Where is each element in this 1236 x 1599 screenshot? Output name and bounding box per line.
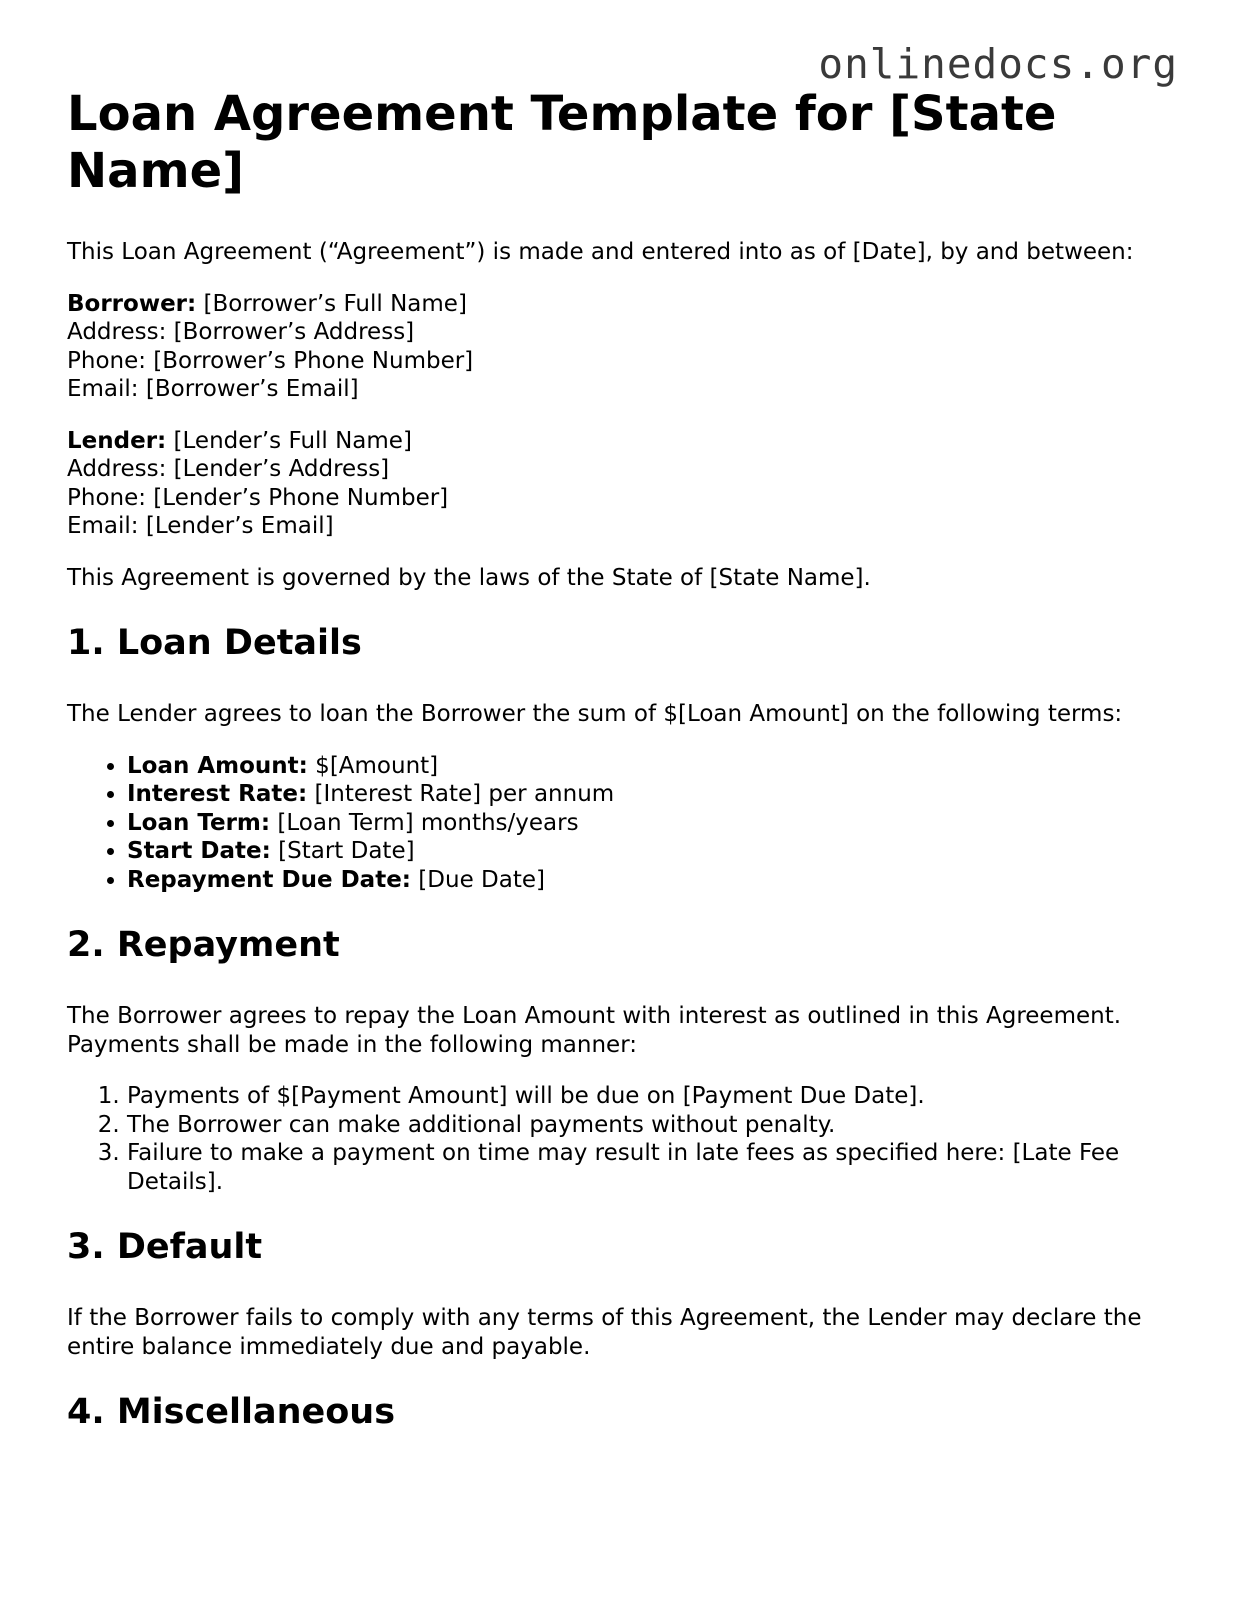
- governing-law-paragraph: This Agreement is governed by the laws of the State of [State Name].: [67, 564, 871, 591]
- term-value: $[Amount]: [307, 752, 439, 779]
- lender-name: [Lender’s Full Name]: [166, 427, 412, 454]
- repayment-list: [67, 1082, 1177, 1196]
- list-item: [127, 752, 1177, 781]
- borrower-name-line: [67, 290, 1177, 319]
- term-label: Start Date:: [127, 838, 271, 864]
- section-heading-default: 3. Default: [67, 1227, 263, 1267]
- list-item: [127, 866, 1177, 895]
- lender-address: Address: [Lender’s Address]: [67, 456, 390, 482]
- term-label: Repayment Due Date:: [127, 866, 411, 893]
- loan-terms-list: [67, 752, 1177, 895]
- borrower-label: Borrower:: [67, 290, 197, 317]
- intro-paragraph: This Loan Agreement (“Agreement”) is made and entered into as of [Date], by and between:: [67, 239, 1134, 265]
- section-heading-loan-details: 1. Loan Details: [67, 623, 362, 663]
- repayment-paragraph: The Borrower agrees to repay the Loan Amount with interest as outlined in this Agreement. Payments shall be made in the following manner:: [67, 1003, 1122, 1058]
- lender-name-line: [67, 427, 1177, 456]
- term-value: [Start Date]: [270, 838, 415, 864]
- term-label: Interest Rate:: [127, 781, 308, 807]
- watermark: onlinedocs.org: [818, 40, 1178, 88]
- list-item: 3. Failure to make a payment on time may result in late fees as specified here: [Late Fee Details].: [127, 1139, 1177, 1196]
- section-heading-repayment: 2. Repayment: [67, 925, 340, 965]
- term-value: [Loan Term] months/years: [270, 809, 579, 836]
- term-label: Loan Term:: [127, 809, 271, 836]
- list-item: [127, 837, 1177, 866]
- document-page: [67, 86, 1177, 1433]
- term-value: [Due Date]: [411, 866, 545, 893]
- loan-details-paragraph: The Lender agrees to loan the Borrower the sum of $[Loan Amount] on the following terms:: [67, 701, 1123, 727]
- list-item: 1. Payments of $[Payment Amount] will be due on [Payment Due Date].: [127, 1082, 1177, 1111]
- borrower-phone: Phone: [Borrower’s Phone Number]: [67, 347, 474, 374]
- document-title: Loan Agreement Template for [State Name]: [67, 86, 1057, 199]
- term-label: Loan Amount:: [127, 752, 308, 779]
- borrower-email: Email: [Borrower’s Email]: [67, 376, 359, 402]
- borrower-block: [67, 290, 1177, 404]
- list-item: [127, 780, 1177, 809]
- lender-label: Lender:: [67, 427, 167, 454]
- list-item: 2. The Borrower can make additional payments without penalty.: [127, 1111, 1177, 1140]
- lender-email: Email: [Lender’s Email]: [67, 513, 334, 539]
- borrower-address: Address: [Borrower’s Address]: [67, 319, 415, 345]
- section-heading-miscellaneous: 4. Miscellaneous: [67, 1392, 396, 1432]
- borrower-name: [Borrower’s Full Name]: [196, 290, 467, 317]
- default-paragraph: If the Borrower fails to comply with any terms of this Agreement, the Lender may declare the entire balance immediately due and payable.: [67, 1305, 1142, 1360]
- lender-block: [67, 427, 1177, 541]
- lender-phone: Phone: [Lender’s Phone Number]: [67, 484, 449, 511]
- term-value: [Interest Rate] per annum: [307, 781, 615, 807]
- list-item: [127, 809, 1177, 838]
